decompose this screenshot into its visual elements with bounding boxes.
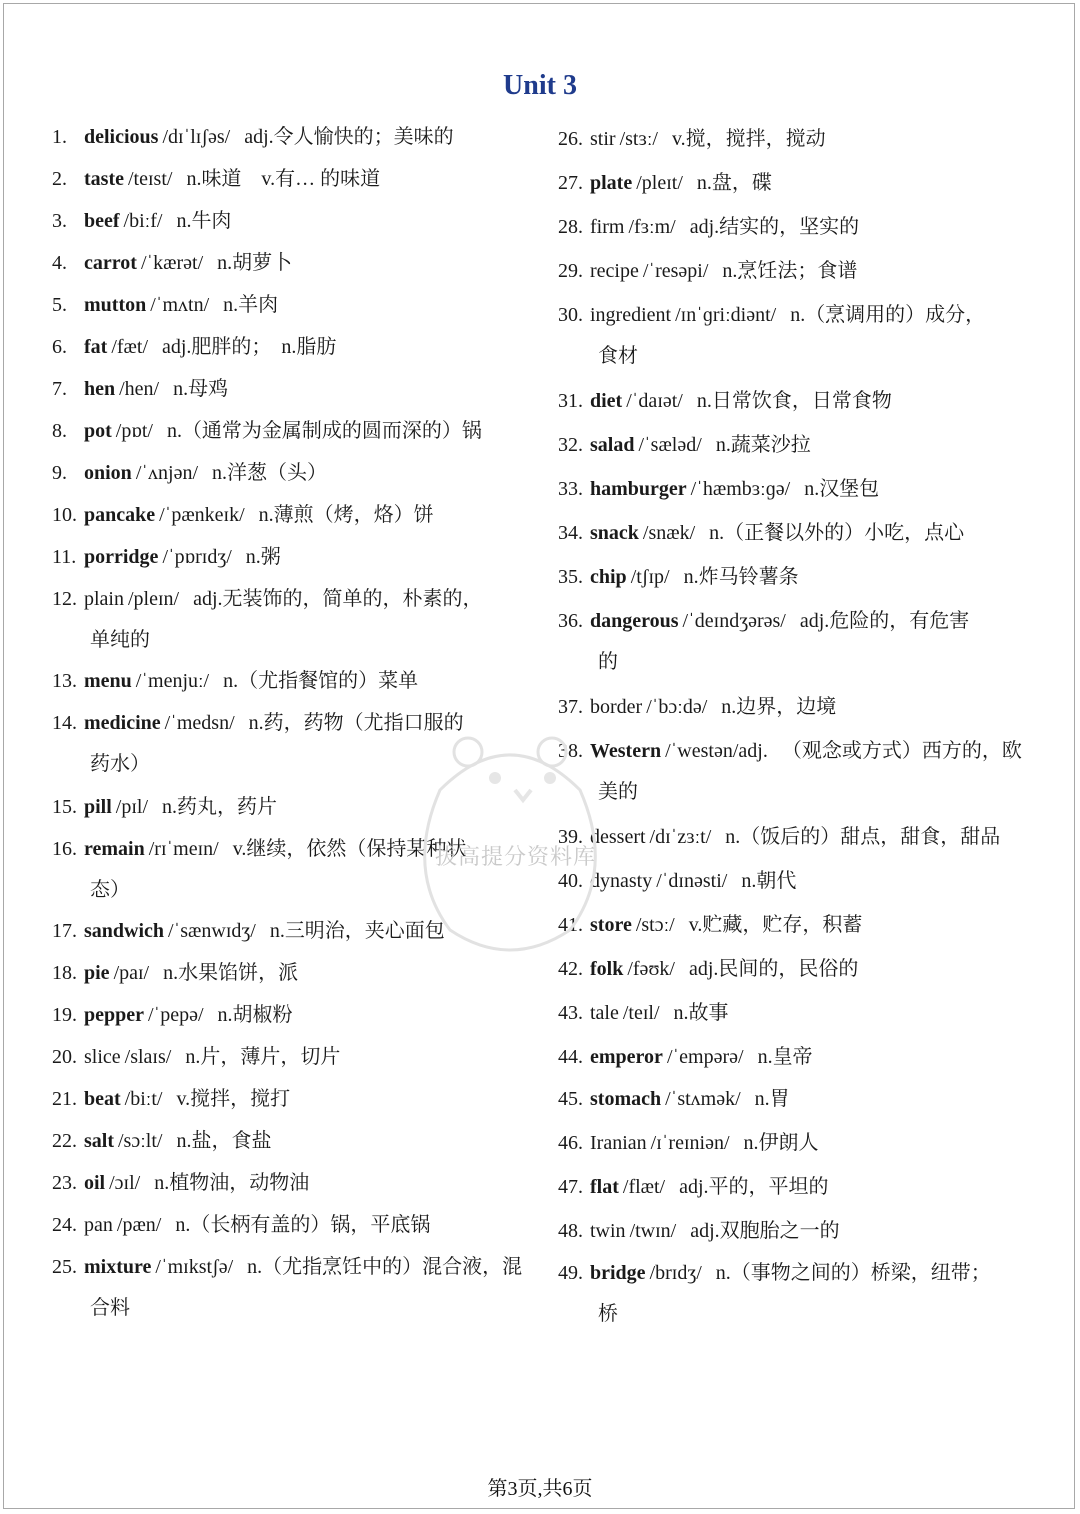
entry-word: menu	[84, 670, 132, 692]
entry-definition: n.（长柄有盖的）锅，平底锅	[175, 1214, 431, 1236]
entry-phonetic: /ˈdaɪət/	[626, 390, 683, 412]
entry-definition: n.（饭后的）甜点，甜食，甜品	[725, 826, 1001, 848]
vocab-entry	[52, 1078, 532, 1120]
vocab-entry	[558, 424, 1038, 466]
entry-number: 10.	[52, 504, 77, 526]
entry-definition-continued: 美的	[598, 781, 638, 803]
entry-phonetic: /pɒt/	[115, 420, 153, 442]
entry-phonetic: /ˈmɪkstʃə/	[155, 1256, 234, 1278]
entry-word: emperor	[590, 1046, 663, 1068]
entry-phonetic: /ˈpɒrɪdʒ/	[162, 546, 232, 568]
entry-phonetic: /ˈstʌmək/	[665, 1088, 741, 1110]
entry-definition: n.（正餐以外的）小吃，点心	[709, 522, 965, 544]
entry-definition: n.炸马铃薯条	[683, 566, 799, 588]
entry-definition: v.贮藏，贮存，积蓄	[688, 914, 863, 936]
entry-word: plain	[84, 588, 124, 610]
vocab-entry	[558, 1122, 1038, 1164]
entry-phonetic: /hen/	[119, 378, 160, 400]
entry-phonetic: /ˈpepə/	[148, 1004, 204, 1026]
entry-definition: n.片，薄片，切片	[185, 1046, 341, 1068]
entry-word: dessert	[590, 826, 646, 848]
entry-number: 17.	[52, 920, 77, 942]
entry-word: tale	[590, 1002, 619, 1024]
entry-phonetic: /ɔɪl/	[109, 1172, 141, 1194]
entry-word: ingredient	[590, 304, 672, 326]
vocab-entry	[558, 1252, 1038, 1294]
entry-word: porridge	[84, 546, 159, 568]
entry-number: 4.	[52, 252, 67, 274]
entry-definition-continued: 单纯的	[90, 629, 150, 651]
entry-number: 6.	[52, 336, 67, 358]
vocab-entry	[52, 284, 532, 326]
entry-definition: n.烹饪法；食谱	[722, 260, 858, 282]
entry-phonetic: /rɪˈmeɪn/	[148, 838, 219, 860]
entry-phonetic: /ˈwestən/adj.	[665, 740, 768, 762]
entry-phonetic: /biːf/	[123, 210, 163, 232]
entry-word: dangerous	[590, 610, 679, 632]
entry-definition: adj.令人愉快的；美味的	[244, 126, 454, 148]
entry-definition: adj.结实的，坚实的	[689, 216, 860, 238]
entry-definition-continued: 的	[598, 651, 618, 673]
entry-phonetic: /stɜː/	[619, 128, 658, 150]
entry-phonetic: /teɪst/	[127, 168, 173, 190]
entry-number: 36.	[558, 610, 583, 632]
entry-definition-continued: 药水）	[90, 753, 150, 775]
vocab-entry	[52, 242, 532, 284]
entry-word: Iranian	[590, 1132, 647, 1154]
entry-number: 26.	[558, 128, 583, 150]
entry-definition: n.汉堡包	[804, 478, 880, 500]
entry-number: 48.	[558, 1220, 583, 1242]
entry-phonetic: /pæn/	[116, 1214, 162, 1236]
entry-definition: adj.双胞胎之一的	[690, 1220, 840, 1242]
vocab-entry	[558, 468, 1038, 510]
entry-phonetic: /slaɪs/	[124, 1046, 172, 1068]
vocab-entry	[558, 1210, 1038, 1252]
entry-word: stir	[590, 128, 616, 150]
entry-word: plate	[590, 172, 633, 194]
entry-number: 38.	[558, 740, 583, 762]
entry-phonetic: /ˈmedsn/	[164, 712, 235, 734]
entry-number: 22.	[52, 1130, 77, 1152]
entry-number: 2.	[52, 168, 67, 190]
entry-number: 15.	[52, 796, 77, 818]
entry-word: medicine	[84, 712, 161, 734]
vocab-entry	[558, 1078, 1038, 1120]
vocab-entry	[52, 200, 532, 242]
vocab-entry	[52, 660, 532, 702]
entry-number: 29.	[558, 260, 583, 282]
entry-definition: n.（尤指烹饪中的）混合液，混	[247, 1256, 523, 1278]
entry-word: hamburger	[590, 478, 687, 500]
vocab-entry	[52, 326, 532, 368]
vocab-entry	[558, 556, 1038, 598]
entry-definition-continued: 合料	[90, 1297, 130, 1319]
vocab-entry	[558, 380, 1038, 422]
entry-phonetic: /fəʊk/	[627, 958, 675, 980]
entry-number: 14.	[52, 712, 77, 734]
entry-definition: n.胡萝卜	[217, 252, 293, 274]
watermark-text: 拔高提分资料库	[435, 845, 597, 870]
entry-definition: adj.危险的，有危害	[799, 610, 970, 632]
entry-word: taste	[84, 168, 124, 190]
entry-number: 5.	[52, 294, 67, 316]
entry-definition: n.母鸡	[173, 378, 229, 400]
entry-phonetic: /ˈdɪnəsti/	[656, 870, 728, 892]
entry-number: 7.	[52, 378, 67, 400]
entry-phonetic: /snæk/	[642, 522, 696, 544]
entry-definition: v.搅，搅拌，搅动	[671, 128, 826, 150]
entry-definition: adj.民间的，民俗的	[688, 958, 859, 980]
entry-word: firm	[590, 216, 625, 238]
vocab-entry	[52, 994, 532, 1036]
entry-word: pancake	[84, 504, 156, 526]
entry-phonetic: /ˈresəpi/	[642, 260, 709, 282]
entry-word: salt	[84, 1130, 114, 1152]
entry-number: 33.	[558, 478, 583, 500]
vocab-entry	[558, 1036, 1038, 1078]
entry-word: onion	[84, 462, 132, 484]
entry-number: 23.	[52, 1172, 77, 1194]
entry-word: sandwich	[84, 920, 165, 942]
entry-phonetic: /fɜːm/	[628, 216, 676, 238]
entry-phonetic: /ˈhæmbɜːɡə/	[690, 478, 791, 500]
entry-word: delicious	[84, 126, 159, 148]
entry-word: mixture	[84, 1256, 152, 1278]
entry-number: 8.	[52, 420, 67, 442]
entry-phonetic: /pleɪt/	[636, 172, 683, 194]
entry-word: pill	[84, 796, 112, 818]
entry-number: 39.	[558, 826, 583, 848]
entry-number: 16.	[52, 838, 77, 860]
entry-definition-continued: 态）	[90, 879, 130, 901]
entry-word: beat	[84, 1088, 121, 1110]
entry-word: fat	[84, 336, 108, 358]
vocab-entry	[558, 948, 1038, 990]
entry-word: recipe	[590, 260, 639, 282]
entry-number: 45.	[558, 1088, 583, 1110]
entry-definition: n.水果馅饼，派	[163, 962, 299, 984]
entry-phonetic: /paɪ/	[113, 962, 150, 984]
entry-definition: v.搅拌，搅打	[176, 1088, 291, 1110]
entry-phonetic: /ˈsænwɪdʒ/	[168, 920, 256, 942]
entry-number: 1.	[52, 126, 67, 148]
entry-number: 27.	[558, 172, 583, 194]
entry-word: salad	[590, 434, 635, 456]
entry-number: 32.	[558, 434, 583, 456]
entry-definition: n.三明治，夹心面包	[269, 920, 445, 942]
entry-word: snack	[590, 522, 639, 544]
entry-number: 42.	[558, 958, 583, 980]
vocab-entry	[52, 1120, 532, 1162]
vocab-entry	[52, 578, 532, 620]
entry-word: remain	[84, 838, 145, 860]
entry-phonetic: /ˈmenjuː/	[135, 670, 210, 692]
entry-phonetic: /fæt/	[111, 336, 148, 358]
entry-number: 11.	[52, 546, 77, 568]
entry-word: pepper	[84, 1004, 144, 1026]
vocab-entry	[558, 1166, 1038, 1208]
entry-number: 31.	[558, 390, 583, 412]
entry-definition: n.洋葱（头）	[212, 462, 328, 484]
entry-definition: v.继续，依然（保持某种状	[232, 838, 467, 860]
entry-definition: n.日常饮食，日常食物	[696, 390, 892, 412]
entry-number: 37.	[558, 696, 583, 718]
entry-definition: adj.平的，平坦的	[679, 1176, 829, 1198]
entry-number: 43.	[558, 1002, 583, 1024]
entry-word: chip	[590, 566, 627, 588]
vocab-entry	[558, 730, 1038, 772]
vocab-entry	[558, 904, 1038, 946]
vocab-entry	[558, 512, 1038, 554]
entry-definition: n.粥	[245, 546, 281, 568]
entry-definition: n.朝代	[741, 870, 797, 892]
vocab-entry	[558, 118, 1038, 160]
entry-definition: n.胡椒粉	[217, 1004, 293, 1026]
entry-word: pan	[84, 1214, 113, 1236]
vocab-entry	[52, 116, 532, 158]
entry-word: store	[590, 914, 632, 936]
entry-phonetic: /tʃɪp/	[630, 566, 670, 588]
entry-number: 35.	[558, 566, 583, 588]
vocab-entry	[558, 206, 1038, 248]
entry-number: 25.	[52, 1256, 77, 1278]
entry-word: mutton	[84, 294, 147, 316]
entry-number: 46.	[558, 1132, 583, 1154]
entry-definition: n.植物油，动物油	[154, 1172, 310, 1194]
entry-number: 12.	[52, 588, 77, 610]
entry-word: carrot	[84, 252, 137, 274]
page-footer: 第3页,共6页	[487, 1478, 593, 1500]
entry-definition: n.蔬菜沙拉	[715, 434, 811, 456]
entry-phonetic: /flæt/	[622, 1176, 666, 1198]
entry-word: diet	[590, 390, 623, 412]
vocab-entry	[558, 860, 1038, 902]
entry-word: stomach	[590, 1088, 662, 1110]
entry-definition: n.薄煎（烤，烙）饼	[258, 504, 434, 526]
vocab-entry	[558, 250, 1038, 292]
entry-word: oil	[84, 1172, 106, 1194]
entry-phonetic: /ˈkærət/	[140, 252, 204, 274]
entry-definition: n.羊肉	[223, 294, 279, 316]
entry-word: pot	[84, 420, 112, 442]
entry-definition: n.边界，边境	[721, 696, 837, 718]
entry-number: 13.	[52, 670, 77, 692]
entry-definition: n.药，药物（尤指口服的	[248, 712, 464, 734]
entry-word: twin	[590, 1220, 626, 1242]
vocab-entry	[52, 1204, 532, 1246]
entry-phonetic: /ˈdeɪndʒərəs/	[682, 610, 786, 632]
vocab-entry	[52, 1162, 532, 1204]
vocab-entry	[558, 600, 1038, 642]
vocab-entry	[558, 816, 1038, 858]
vocab-entry	[558, 294, 1038, 336]
entry-word: Western	[590, 740, 662, 762]
entry-word: bridge	[590, 1262, 646, 1284]
entry-number: 40.	[558, 870, 583, 892]
entry-number: 9.	[52, 462, 67, 484]
vocab-entry	[52, 368, 532, 410]
entry-definition: n.（尤指餐馆的）菜单	[223, 670, 419, 692]
vocab-entry	[52, 158, 532, 200]
entry-phonetic: /sɔːlt/	[118, 1130, 163, 1152]
entry-number: 28.	[558, 216, 583, 238]
entry-number: 34.	[558, 522, 583, 544]
entry-definition-continued: 食材	[598, 345, 638, 367]
vocab-entry	[52, 1246, 532, 1288]
entry-phonetic: /ˈbɔːdə/	[646, 696, 708, 718]
entry-definition: n.胃	[754, 1088, 790, 1110]
entry-word: slice	[84, 1046, 121, 1068]
entry-number: 19.	[52, 1004, 77, 1026]
entry-number: 21.	[52, 1088, 77, 1110]
entry-word: pie	[84, 962, 110, 984]
entry-phonetic: /ɪnˈɡriːdiənt/	[675, 304, 777, 326]
entry-phonetic: /dɪˈzɜːt/	[649, 826, 712, 848]
entry-word: dynasty	[590, 870, 653, 892]
entry-phonetic: /ˈʌnjən/	[135, 462, 199, 484]
entry-phonetic: /ˈpænkeɪk/	[159, 504, 245, 526]
entry-definition: n.伊朗人	[743, 1132, 819, 1154]
entry-phonetic: /ˈmʌtn/	[150, 294, 210, 316]
entry-phonetic: /twɪn/	[629, 1220, 677, 1242]
entry-phonetic: /dɪˈlɪʃəs/	[162, 126, 231, 148]
entry-definition-continued: 桥	[598, 1303, 618, 1325]
entry-definition: n.皇帝	[757, 1046, 813, 1068]
entry-number: 24.	[52, 1214, 77, 1236]
entry-phonetic: /pleɪn/	[128, 588, 180, 610]
entry-phonetic: /stɔː/	[635, 914, 675, 936]
entry-word: beef	[84, 210, 120, 232]
entry-phonetic: /biːt/	[124, 1088, 163, 1110]
entry-number: 3.	[52, 210, 67, 232]
entry-phonetic: /ˈempərə/	[666, 1046, 744, 1068]
vocab-entry	[558, 992, 1038, 1034]
entry-word: border	[590, 696, 643, 718]
vocab-entry	[52, 536, 532, 578]
entry-definition: （观念或方式）西方的，欧	[781, 740, 1022, 762]
entry-phonetic: /teɪl/	[622, 1002, 660, 1024]
entry-definition: n.盐，食盐	[176, 1130, 272, 1152]
entry-word: folk	[590, 958, 624, 980]
entry-definition: adj.肥胖的； n.脂肪	[162, 336, 337, 358]
entry-definition: n.（通常为金属制成的圆而深的）锅	[166, 420, 482, 442]
page-title: Unit 3	[503, 70, 577, 101]
entry-word: hen	[84, 378, 116, 400]
vocab-entry	[558, 162, 1038, 204]
entry-phonetic: /ˈsæləd/	[638, 434, 702, 456]
entry-phonetic: /brɪdʒ/	[649, 1262, 702, 1284]
entry-number: 18.	[52, 962, 77, 984]
entry-definition: n.盘，碟	[696, 172, 772, 194]
entry-definition: n.（事物之间的）桥梁，纽带；	[715, 1262, 991, 1284]
entry-phonetic: /ɪˈreɪniən/	[650, 1132, 730, 1154]
entry-phonetic: /pɪl/	[115, 796, 149, 818]
entry-definition: n.味道 v.有… 的味道	[186, 168, 381, 190]
entry-word: flat	[590, 1176, 619, 1198]
vocab-entry	[558, 686, 1038, 728]
entry-number: 41.	[558, 914, 583, 936]
entry-number: 30.	[558, 304, 583, 326]
entry-number: 49.	[558, 1262, 583, 1284]
vocab-entry	[52, 494, 532, 536]
entry-definition: n.（烹调用的）成分，	[790, 304, 986, 326]
vocab-entry	[52, 410, 532, 452]
vocab-entry	[52, 452, 532, 494]
entry-definition: n.故事	[673, 1002, 729, 1024]
entry-definition: n.药丸，药片	[162, 796, 278, 818]
entry-definition: n.牛肉	[176, 210, 232, 232]
entry-definition: adj.无装饰的，简单的，朴素的，	[193, 588, 483, 610]
entry-number: 47.	[558, 1176, 583, 1198]
entry-number: 44.	[558, 1046, 583, 1068]
vocab-entry	[52, 1036, 532, 1078]
entry-number: 20.	[52, 1046, 77, 1068]
